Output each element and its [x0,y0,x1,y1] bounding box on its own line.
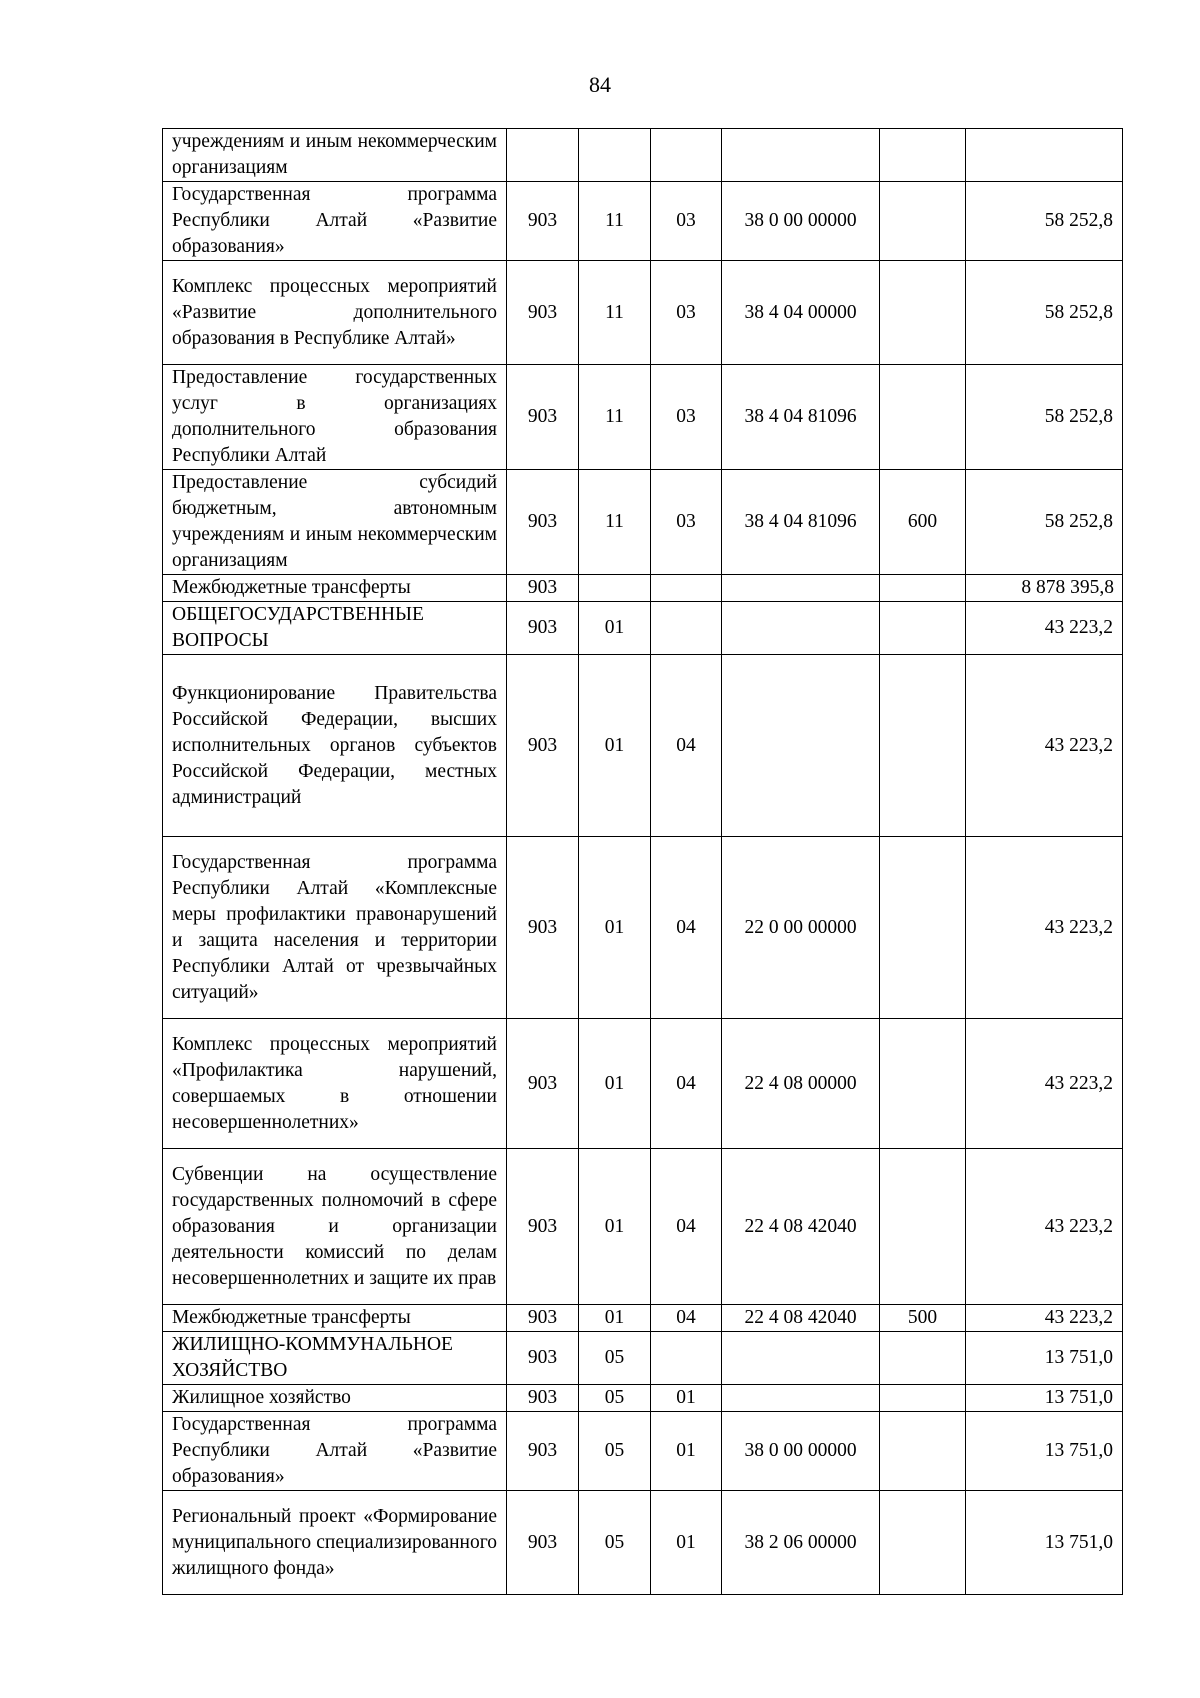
row-rz [579,129,651,182]
row-vr [880,129,966,182]
row-name: Региональный проект «Формирование муниципального специализированного жилищного фонда» [163,1491,507,1595]
table-row [163,1491,1123,1595]
table-row [163,1305,1123,1332]
row-name: Комплекс процессных мероприятий «Развитие дополнительного образования в Республике Алтай» [163,261,507,365]
row-rz: 05 [579,1385,651,1412]
row-sum: 43 223,2 [966,602,1123,655]
row-rz: 05 [579,1412,651,1491]
row-vr [880,575,966,602]
row-rz: 11 [579,261,651,365]
table-row [163,1149,1123,1305]
row-pr [651,129,722,182]
row-sum: 43 223,2 [966,1149,1123,1305]
table-row [163,182,1123,261]
row-pr [651,602,722,655]
table-row [163,470,1123,575]
row-rz: 11 [579,470,651,575]
row-gr: 903 [507,837,579,1019]
row-rz [579,575,651,602]
row-name: Предоставление субсидий бюджетным, автономным учреждениям и иным некоммерческим организациям [163,470,507,575]
row-csr: 38 4 04 81096 [722,470,880,575]
row-sum: 13 751,0 [966,1412,1123,1491]
budget-table [162,128,1123,1595]
row-sum: 8 878 395,8 [966,575,1123,602]
row-gr: 903 [507,182,579,261]
row-vr [880,365,966,470]
row-rz: 01 [579,837,651,1019]
row-name: Государственная программа Республики Алтай «Развитие образования» [163,1412,507,1491]
row-vr: 600 [880,470,966,575]
row-gr: 903 [507,261,579,365]
row-csr: 38 0 00 00000 [722,1412,880,1491]
row-pr: 04 [651,1149,722,1305]
table-row [163,1019,1123,1149]
table-row [163,837,1123,1019]
table-row [163,602,1123,655]
row-vr [880,655,966,837]
row-name: Субвенции на осуществление государственных полномочий в сфере образования и организации деятельности комиссий по делам несовершеннолетних и защите их прав [163,1149,507,1305]
row-csr: 22 4 08 42040 [722,1305,880,1332]
row-csr [722,575,880,602]
row-gr: 903 [507,575,579,602]
row-sum: 43 223,2 [966,1305,1123,1332]
row-csr: 38 2 06 00000 [722,1491,880,1595]
row-name: Жилищное хозяйство [163,1385,507,1412]
row-pr [651,1332,722,1385]
row-name: Межбюджетные трансферты [163,575,507,602]
row-vr [880,602,966,655]
row-rz: 05 [579,1332,651,1385]
row-sum: 58 252,8 [966,182,1123,261]
row-rz: 01 [579,602,651,655]
row-name: Функционирование Правительства Российской Федерации, высших исполнительных органов субъектов Российской Федерации, местных администраций [163,655,507,837]
row-name: ОБЩЕГОСУДАРСТВЕННЫЕ ВОПРОСЫ [163,602,507,655]
table-row [163,1412,1123,1491]
row-vr [880,1491,966,1595]
row-csr [722,129,880,182]
row-gr [507,129,579,182]
row-name: Государственная программа Республики Алтай «Комплексные меры профилактики правонарушений и защита населения и территории Республики Алтай от чрезвычайных ситуаций» [163,837,507,1019]
row-sum [966,129,1123,182]
row-rz: 01 [579,655,651,837]
table-row [163,365,1123,470]
row-pr: 04 [651,837,722,1019]
row-pr: 03 [651,261,722,365]
table-row [163,1385,1123,1412]
row-gr: 903 [507,655,579,837]
row-name: Государственная программа Республики Алтай «Развитие образования» [163,182,507,261]
table-row [163,261,1123,365]
table-row [163,1332,1123,1385]
budget-table-body [163,129,1123,1595]
row-rz: 01 [579,1149,651,1305]
row-pr [651,575,722,602]
row-gr: 903 [507,1491,579,1595]
table-row [163,575,1123,602]
row-name: ЖИЛИЩНО-КОММУНАЛЬНОЕ ХОЗЯЙСТВО [163,1332,507,1385]
row-name: Межбюджетные трансферты [163,1305,507,1332]
row-gr: 903 [507,1019,579,1149]
row-gr: 903 [507,1385,579,1412]
row-csr [722,602,880,655]
row-csr: 38 4 04 81096 [722,365,880,470]
row-rz: 11 [579,182,651,261]
row-pr: 01 [651,1385,722,1412]
row-rz: 11 [579,365,651,470]
row-sum: 43 223,2 [966,837,1123,1019]
row-pr: 04 [651,1305,722,1332]
row-sum: 58 252,8 [966,365,1123,470]
row-pr: 01 [651,1491,722,1595]
row-csr: 22 4 08 42040 [722,1149,880,1305]
row-sum: 13 751,0 [966,1385,1123,1412]
row-pr: 03 [651,365,722,470]
row-csr: 22 4 08 00000 [722,1019,880,1149]
page-number: 84 [589,72,611,97]
row-vr [880,261,966,365]
row-csr: 38 0 00 00000 [722,182,880,261]
row-gr: 903 [507,1149,579,1305]
row-gr: 903 [507,365,579,470]
row-gr: 903 [507,470,579,575]
row-sum: 43 223,2 [966,1019,1123,1149]
row-csr [722,655,880,837]
row-sum: 58 252,8 [966,261,1123,365]
row-vr [880,1149,966,1305]
row-rz: 01 [579,1019,651,1149]
row-vr: 500 [880,1305,966,1332]
row-sum: 13 751,0 [966,1332,1123,1385]
row-gr: 903 [507,602,579,655]
row-csr [722,1332,880,1385]
row-pr: 03 [651,470,722,575]
row-gr: 903 [507,1305,579,1332]
row-pr: 03 [651,182,722,261]
row-gr: 903 [507,1332,579,1385]
row-gr: 903 [507,1412,579,1491]
row-vr [880,1332,966,1385]
row-csr: 22 0 00 00000 [722,837,880,1019]
row-vr [880,1412,966,1491]
row-rz: 05 [579,1491,651,1595]
row-sum: 43 223,2 [966,655,1123,837]
row-pr: 04 [651,1019,722,1149]
table-row [163,129,1123,182]
row-pr: 01 [651,1412,722,1491]
row-name: Предоставление государственных услуг в организациях дополнительного образования Республики Алтай [163,365,507,470]
row-name: Комплекс процессных мероприятий «Профилактика нарушений, совершаемых в отношении несовершеннолетних» [163,1019,507,1149]
row-vr [880,1019,966,1149]
row-csr [722,1385,880,1412]
row-sum: 13 751,0 [966,1491,1123,1595]
row-rz: 01 [579,1305,651,1332]
row-csr: 38 4 04 00000 [722,261,880,365]
table-row [163,655,1123,837]
row-pr: 04 [651,655,722,837]
row-name: учреждениям и иным некоммерческим организациям [163,129,507,182]
row-vr [880,1385,966,1412]
row-sum: 58 252,8 [966,470,1123,575]
row-vr [880,837,966,1019]
row-vr [880,182,966,261]
